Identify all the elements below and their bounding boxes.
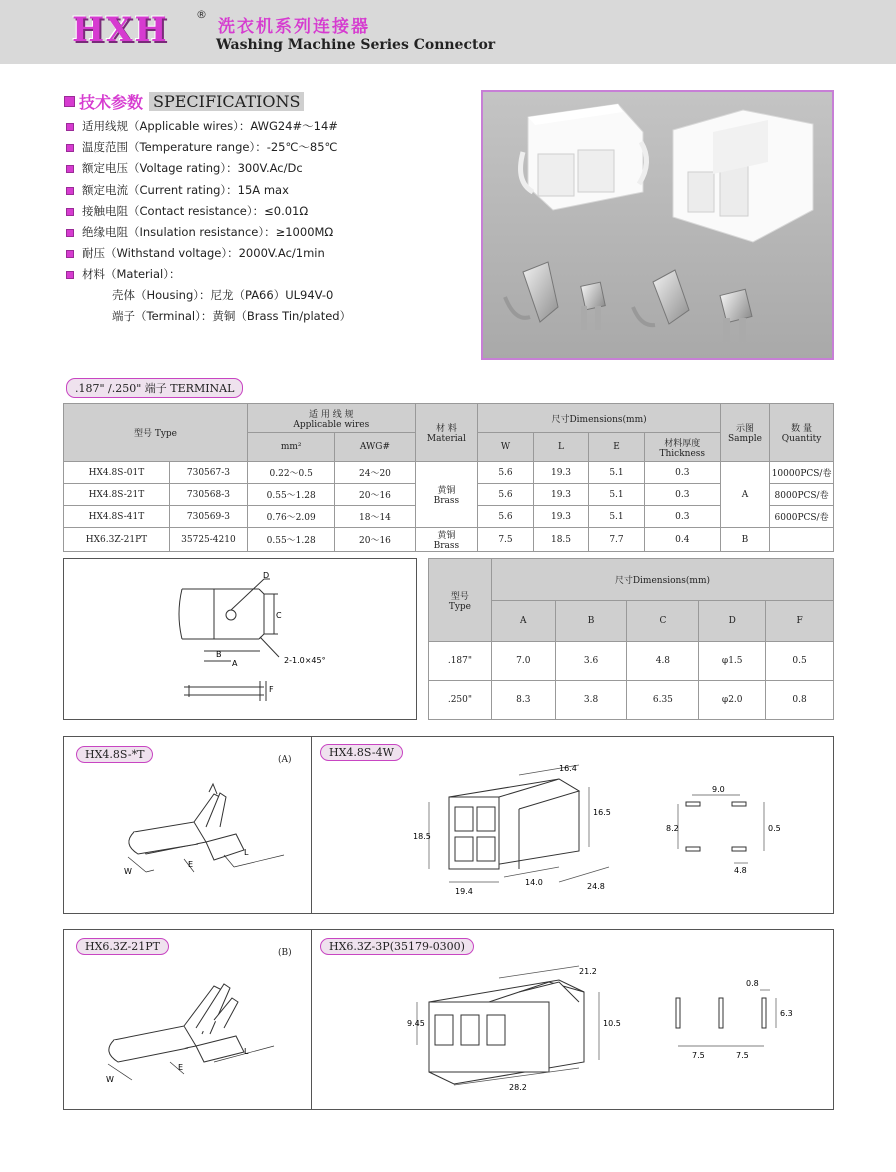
cell-code: 730567-3 bbox=[169, 462, 247, 484]
cell-quantity: 10000PCS/卷 bbox=[770, 462, 834, 484]
cell-l: 19.3 bbox=[533, 506, 589, 528]
bullet-square-icon bbox=[66, 187, 74, 195]
cell-e: 7.7 bbox=[589, 528, 645, 552]
bullet-square-icon bbox=[66, 144, 74, 152]
header-a: A bbox=[491, 601, 555, 642]
material-brass-cn: 黄铜 bbox=[437, 486, 456, 496]
tab-dimension-drawing bbox=[63, 558, 417, 720]
cell-awg: 20～16 bbox=[335, 484, 415, 506]
material-terminal: 端子（Terminal）：黄铜（Brass Tin/plated） bbox=[112, 309, 352, 323]
bullet-square-icon bbox=[66, 123, 74, 131]
dim-l: L bbox=[244, 1047, 249, 1056]
dim-8-2: 8.2 bbox=[666, 824, 679, 833]
cell-w: 5.6 bbox=[478, 484, 534, 506]
header-mm2: mm² bbox=[248, 433, 335, 462]
header-wires-cn: 适 用 线 规 bbox=[308, 409, 354, 420]
bullet-square-icon bbox=[66, 165, 74, 173]
cell-e: 5.1 bbox=[589, 484, 645, 506]
header-wires bbox=[248, 404, 416, 433]
dim-4-8: 4.8 bbox=[734, 866, 747, 875]
cell-model: HX4.8S-21T bbox=[64, 484, 170, 506]
dim-19-4: 19.4 bbox=[455, 887, 473, 896]
tag-hx48s-t bbox=[76, 743, 153, 763]
dim-9-45: 9.45 bbox=[407, 1019, 425, 1028]
header-type bbox=[429, 559, 492, 642]
header-sample-cn: 示图 bbox=[735, 424, 754, 434]
dim-10-5: 10.5 bbox=[603, 1019, 621, 1028]
spec-item-text: 绝缘电阻（Insulation resistance）：≥1000MΩ bbox=[82, 225, 334, 239]
cell-w: 5.6 bbox=[478, 462, 534, 484]
dim-l: L bbox=[244, 848, 249, 857]
header-thickness-cn: 材料厚度 bbox=[664, 438, 701, 449]
dim-6-3: 6.3 bbox=[780, 1009, 793, 1018]
cell-c: 4.8 bbox=[627, 642, 699, 681]
header-f: F bbox=[766, 601, 834, 642]
terminal-spec-table bbox=[63, 403, 834, 552]
bullet-square-icon bbox=[66, 271, 74, 279]
tag-label: HX6.3Z-21PT bbox=[76, 938, 169, 955]
spec-item bbox=[66, 203, 308, 219]
header-wires-en: Applicable wires bbox=[293, 419, 370, 430]
dim-16-4: 16.4 bbox=[559, 764, 577, 773]
cell-awg: 24～20 bbox=[335, 462, 415, 484]
dim-0-8: 0.8 bbox=[746, 979, 759, 988]
housing-3p-drawing bbox=[409, 960, 639, 1110]
dim-e: E bbox=[178, 1063, 184, 1072]
cell-quantity bbox=[770, 528, 834, 552]
spec-item bbox=[66, 118, 338, 134]
cell-b: 3.6 bbox=[555, 642, 627, 681]
bullet-square-icon bbox=[64, 96, 75, 107]
header-type-cn: 型号 bbox=[450, 591, 469, 602]
terminal-tag-label: .187" /.250" 端子 TERMINAL bbox=[66, 378, 243, 398]
header-c: C bbox=[627, 601, 699, 642]
tag-model: HX6.3Z-3P bbox=[329, 940, 390, 953]
cell-material bbox=[415, 462, 478, 528]
cell-l: 19.3 bbox=[533, 484, 589, 506]
dim-0-5: 0.5 bbox=[768, 824, 781, 833]
cell-a: 7.0 bbox=[491, 642, 555, 681]
cell-e: 5.1 bbox=[589, 506, 645, 528]
cell-c: 6.35 bbox=[627, 681, 699, 720]
spec-item-text: 适用线规（Applicable wires）：AWG24#～14# bbox=[82, 119, 338, 133]
cell-type: .187" bbox=[429, 642, 492, 681]
spec-item-text: 接触电阻（Contact resistance）：≤0.01Ω bbox=[82, 204, 309, 218]
cell-l: 18.5 bbox=[533, 528, 589, 552]
cell-model: HX4.8S-41T bbox=[64, 506, 170, 528]
cell-thickness: 0.3 bbox=[644, 462, 720, 484]
table-row bbox=[429, 642, 834, 681]
cell-sample: B bbox=[720, 528, 769, 552]
terminal-section-tag bbox=[66, 377, 243, 398]
cell-mm2: 0.55～1.28 bbox=[248, 528, 335, 552]
header-quantity-en: Quantity bbox=[781, 434, 822, 444]
cell-thickness: 0.4 bbox=[644, 528, 720, 552]
cell-mm2: 0.22～0.5 bbox=[248, 462, 335, 484]
tag-label: HX4.8S-*T bbox=[76, 746, 153, 763]
header-sample-en: Sample bbox=[727, 434, 762, 444]
dim-label-chamfer: 2-1.0×45° bbox=[284, 656, 326, 665]
cell-w: 5.6 bbox=[478, 506, 534, 528]
cell-awg: 20～16 bbox=[335, 528, 415, 552]
material-housing: 壳体（Housing）：尼龙（PA66）UL94V-0 bbox=[112, 288, 334, 302]
header-sample bbox=[720, 404, 769, 462]
dim-16-5: 16.5 bbox=[593, 808, 611, 817]
header-w: W bbox=[478, 433, 534, 462]
pin-layout-4w bbox=[664, 777, 824, 887]
dim-7-5-left: 7.5 bbox=[692, 1051, 705, 1060]
specifications-heading bbox=[64, 90, 304, 113]
cell-a: 8.3 bbox=[491, 681, 555, 720]
cell-model: HX4.8S-01T bbox=[64, 462, 170, 484]
dim-21-2: 21.2 bbox=[579, 967, 597, 976]
panel-divider bbox=[311, 737, 312, 913]
tag-label: HX4.8S-4W bbox=[320, 744, 403, 761]
header-type: 型号 Type bbox=[64, 404, 248, 462]
cell-sample: A bbox=[720, 462, 769, 528]
spec-item bbox=[66, 139, 337, 155]
spec-item-text: 额定电流（Current rating）：15A max bbox=[82, 183, 289, 197]
tab-dimension-table bbox=[428, 558, 834, 720]
registered-mark: ® bbox=[196, 8, 207, 21]
spec-item-text: 材料（Material）： bbox=[82, 267, 181, 281]
header-dimensions: 尺寸Dimensions(mm) bbox=[491, 559, 833, 601]
cell-model: HX6.3Z-21PT bbox=[64, 528, 170, 552]
dim-24-8: 24.8 bbox=[587, 882, 605, 891]
material-brass-en: Brass bbox=[433, 541, 460, 551]
header-b: B bbox=[555, 601, 627, 642]
cell-type: .250" bbox=[429, 681, 492, 720]
title-chinese: 洗衣机系列连接器 bbox=[218, 17, 370, 37]
dim-label-f: F bbox=[269, 685, 274, 694]
spec-item bbox=[66, 160, 303, 176]
tag-hx63z-21pt bbox=[76, 935, 169, 955]
cell-l: 19.3 bbox=[533, 462, 589, 484]
title-english: Washing Machine Series Connector bbox=[216, 37, 496, 53]
header-material-cn: 材 料 bbox=[435, 424, 457, 434]
dim-9-0: 9.0 bbox=[712, 785, 725, 794]
bullet-square-icon bbox=[66, 208, 74, 216]
header-awg: AWG# bbox=[335, 433, 415, 462]
header-dimensions: 尺寸Dimensions(mm) bbox=[478, 404, 721, 433]
cell-b: 3.8 bbox=[555, 681, 627, 720]
spec-item bbox=[66, 182, 289, 198]
material-brass-cn: 黄铜 bbox=[437, 531, 456, 541]
pin-layout-3p bbox=[664, 970, 824, 1080]
header-d: D bbox=[699, 601, 766, 642]
drawing-panel-4w bbox=[63, 736, 834, 914]
tab-drawing-svg bbox=[64, 559, 416, 719]
spec-item-text: 额定电压（Voltage rating）：300V.Ac/Dc bbox=[82, 161, 303, 175]
bullet-square-icon bbox=[66, 229, 74, 237]
dim-18-5: 18.5 bbox=[413, 832, 431, 841]
cell-quantity: 8000PCS/卷 bbox=[770, 484, 834, 506]
cell-f: 0.8 bbox=[766, 681, 834, 720]
tag-code: (35179-0300) bbox=[389, 940, 465, 953]
spec-item-text: 温度范围（Temperature range）：-25℃～85℃ bbox=[82, 140, 338, 154]
cell-w: 7.5 bbox=[478, 528, 534, 552]
spec-heading-cn: 技术参数 bbox=[79, 93, 144, 112]
sample-label-a: (A) bbox=[278, 755, 292, 765]
cell-f: 0.5 bbox=[766, 642, 834, 681]
header-quantity-cn: 数 量 bbox=[791, 424, 813, 434]
dim-label-a: A bbox=[232, 659, 238, 668]
header-thickness bbox=[644, 433, 720, 462]
cell-awg: 18～14 bbox=[335, 506, 415, 528]
tag-hx63z-3p bbox=[320, 935, 474, 955]
panel-divider bbox=[311, 930, 312, 1109]
terminal-b-drawing bbox=[84, 970, 304, 1105]
cell-code: 730569-3 bbox=[169, 506, 247, 528]
dim-28-2: 28.2 bbox=[509, 1083, 527, 1092]
dim-label-d: D bbox=[263, 571, 270, 580]
header-material bbox=[415, 404, 478, 462]
header-quantity bbox=[770, 404, 834, 462]
dim-e: E bbox=[188, 860, 194, 869]
bullet-square-icon bbox=[66, 250, 74, 258]
cell-quantity: 6000PCS/卷 bbox=[770, 506, 834, 528]
spec-item bbox=[66, 266, 180, 282]
header-e: E bbox=[589, 433, 645, 462]
dim-14-0: 14.0 bbox=[525, 878, 543, 887]
header-l: L bbox=[533, 433, 589, 462]
material-brass-en: Brass bbox=[433, 496, 460, 506]
spec-item bbox=[66, 224, 333, 240]
terminal-a-drawing bbox=[84, 777, 304, 907]
table-row bbox=[64, 528, 834, 552]
spec-item-text: 耐压（Withstand voltage）：2000V.Ac/1min bbox=[82, 246, 325, 260]
spec-item bbox=[66, 245, 325, 261]
tag-label bbox=[320, 938, 474, 955]
housing-4w-drawing bbox=[409, 757, 629, 907]
product-photo bbox=[481, 90, 834, 360]
dim-label-b: B bbox=[216, 650, 222, 659]
dim-w: W bbox=[106, 1075, 114, 1084]
cell-d: φ2.0 bbox=[699, 681, 766, 720]
table-row bbox=[429, 681, 834, 720]
connector-photo-illustration bbox=[483, 92, 832, 358]
header-thickness-en: Thickness bbox=[659, 448, 706, 459]
cell-thickness: 0.3 bbox=[644, 506, 720, 528]
cell-material bbox=[415, 528, 478, 552]
table-row bbox=[64, 462, 834, 484]
drawing-panel-3p bbox=[63, 929, 834, 1110]
cell-code: 730568-3 bbox=[169, 484, 247, 506]
cell-d: φ1.5 bbox=[699, 642, 766, 681]
cell-mm2: 0.55～1.28 bbox=[248, 484, 335, 506]
dim-w: W bbox=[124, 867, 132, 876]
header-type-en: Type bbox=[448, 601, 472, 612]
cell-code: 35725-4210 bbox=[169, 528, 247, 552]
dim-7-5-right: 7.5 bbox=[736, 1051, 749, 1060]
brand-logo: HXH bbox=[72, 10, 169, 50]
cell-thickness: 0.3 bbox=[644, 484, 720, 506]
cell-e: 5.1 bbox=[589, 462, 645, 484]
dim-label-c: C bbox=[276, 611, 282, 620]
spec-heading-en: SPECIFICATIONS bbox=[149, 92, 304, 111]
cell-mm2: 0.76～2.09 bbox=[248, 506, 335, 528]
tag-hx48s-4w bbox=[320, 741, 403, 761]
sample-label-b: (B) bbox=[278, 948, 292, 958]
header-material-en: Material bbox=[426, 434, 466, 444]
